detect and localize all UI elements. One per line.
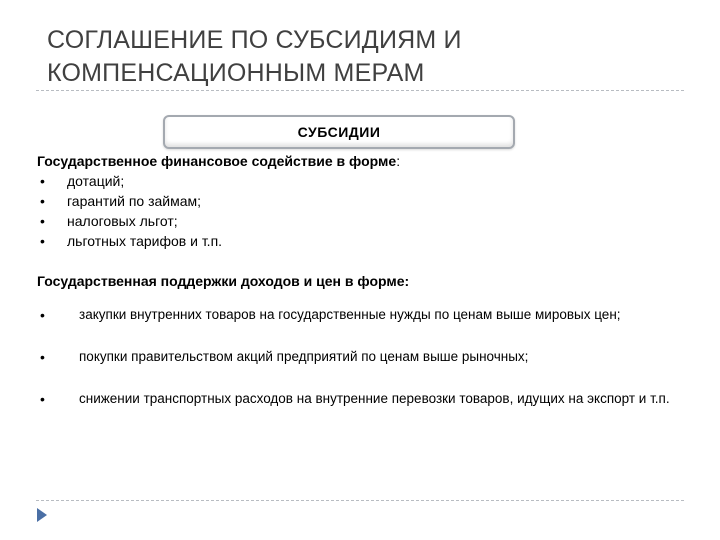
block1-list <box>37 171 687 251</box>
bullet-icon: • <box>40 307 45 323</box>
slide-content <box>37 151 687 409</box>
block2-heading-bold: Государственная поддержки доходов и цен в форме: <box>37 273 410 289</box>
block1-heading-bold: Государственное финансовое содействие в форме <box>37 153 397 169</box>
section-label: СУБСИДИИ <box>297 124 381 140</box>
triangle-right-icon[interactable] <box>36 507 48 528</box>
slide-title: СОГЛАШЕНИЕ ПО СУБСИДИЯМ И КОМПЕНСАЦИОННЫМ МЕРАМ <box>47 26 462 87</box>
list-item <box>37 389 687 409</box>
footer-divider <box>36 500 684 501</box>
section-label-box <box>163 115 515 149</box>
list-item-text: снижении транспортных расходов на внутренние перевозки товаров, идущих на экспорт и т.п. <box>79 391 670 406</box>
block1-heading-tail: : <box>396 153 401 169</box>
bullet-icon: • <box>40 173 45 189</box>
bullet-icon: • <box>40 213 45 229</box>
bullet-icon: • <box>40 349 45 365</box>
list-item-text: гарантий по займам; <box>67 193 202 209</box>
list-item <box>37 305 687 325</box>
list-item <box>37 171 687 191</box>
block2-heading <box>37 271 687 291</box>
list-item-text: покупки правительством акций предприятий по ценам выше рыночных; <box>79 349 529 364</box>
bullet-icon: • <box>40 233 45 249</box>
bullet-icon: • <box>40 391 45 407</box>
list-item-text: дотаций; <box>67 173 125 189</box>
title-divider <box>36 90 684 91</box>
list-item <box>37 211 687 231</box>
list-item-text: налоговых льгот; <box>67 213 178 229</box>
block2-list <box>37 305 687 409</box>
list-item-text: закупки внутренних товаров на государственные нужды по ценам выше мировых цен; <box>79 307 621 322</box>
block1-heading <box>37 151 687 171</box>
list-item <box>37 191 687 211</box>
list-item <box>37 231 687 251</box>
list-item-text: льготных тарифов и т.п. <box>67 233 223 249</box>
list-item <box>37 347 687 367</box>
bullet-icon: • <box>40 193 45 209</box>
